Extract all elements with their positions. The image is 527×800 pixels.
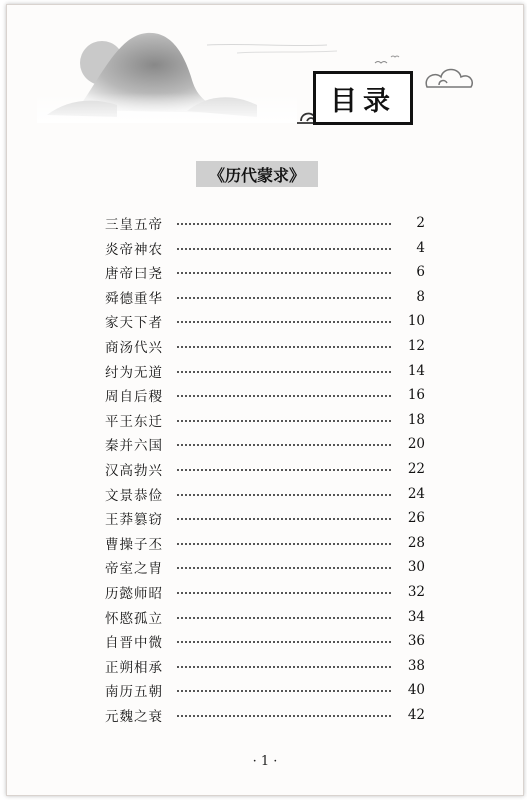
toc-entry[interactable] xyxy=(105,409,425,431)
cloud-ornament-icon xyxy=(426,70,472,88)
toc-entry-title: 家天下者 xyxy=(105,315,163,332)
dot-leader xyxy=(177,469,391,471)
dot-leader xyxy=(177,592,391,594)
dot-leader xyxy=(177,395,391,397)
toc-entry-page: 20 xyxy=(407,436,425,453)
dot-leader xyxy=(177,444,391,446)
toc-entry[interactable] xyxy=(105,655,425,677)
toc-entry-title: 纣为无道 xyxy=(105,364,163,381)
toc-entry-title: 文景恭俭 xyxy=(105,487,163,504)
toc-entry[interactable] xyxy=(105,433,425,455)
dot-leader xyxy=(177,617,391,619)
toc-entry[interactable] xyxy=(105,458,425,480)
page-title: 目录 xyxy=(313,71,413,125)
toc-entry[interactable] xyxy=(105,483,425,505)
toc-entry-title: 历懿师昭 xyxy=(105,586,163,602)
dot-leader xyxy=(177,567,391,569)
toc-entry-title: 怀愍孤立 xyxy=(105,610,163,627)
toc-entry-page: 18 xyxy=(407,411,425,428)
toc-entry[interactable] xyxy=(105,581,425,603)
toc-entry-page: 38 xyxy=(407,657,425,674)
toc-entry[interactable] xyxy=(105,556,425,578)
dot-leader xyxy=(177,321,391,323)
toc-entry[interactable] xyxy=(105,335,425,357)
toc-entry[interactable] xyxy=(105,384,425,406)
toc-entry-page: 24 xyxy=(407,485,425,502)
bird-icon xyxy=(375,62,387,64)
toc-entry[interactable] xyxy=(105,704,425,726)
toc-entry-page: 16 xyxy=(407,387,425,404)
dot-leader xyxy=(177,272,391,274)
dot-leader xyxy=(177,543,391,545)
toc-entry-page: 32 xyxy=(407,584,425,600)
toc-entry-page: 2 xyxy=(416,215,425,231)
toc-entry-title: 秦并六国 xyxy=(105,438,163,455)
dot-leader xyxy=(177,371,391,373)
dot-leader xyxy=(177,690,391,692)
toc-entry-page: 36 xyxy=(407,633,425,650)
toc-entry-title: 元魏之衰 xyxy=(105,709,163,725)
toc-entry-page: 42 xyxy=(407,707,425,723)
dot-leader xyxy=(177,297,391,299)
section-title: 《历代蒙求》 xyxy=(196,161,318,187)
toc-entry-title: 自晋中微 xyxy=(105,635,163,652)
toc-entry-page: 26 xyxy=(407,510,425,527)
dot-leader xyxy=(177,223,391,225)
toc-entry-page: 6 xyxy=(416,264,425,281)
dot-leader xyxy=(177,248,391,250)
toc-entry-title: 帝室之胄 xyxy=(105,561,163,578)
toc-entry[interactable] xyxy=(105,310,425,332)
toc-entry-title: 平王东迁 xyxy=(105,413,163,430)
book-page xyxy=(6,4,524,796)
dot-leader xyxy=(177,518,391,520)
toc-entry[interactable] xyxy=(105,237,425,259)
dot-leader xyxy=(177,715,391,717)
toc-entry-page: 28 xyxy=(407,534,425,551)
toc-entry-page: 8 xyxy=(416,288,425,305)
dot-leader xyxy=(177,666,391,668)
toc-entry-page: 30 xyxy=(407,559,425,576)
toc-entry-title: 炎帝神农 xyxy=(105,241,163,258)
toc-entry[interactable] xyxy=(105,606,425,628)
page-number: · 1 · xyxy=(252,754,278,769)
toc-entry-page: 40 xyxy=(407,682,425,699)
toc-entry[interactable] xyxy=(105,261,425,283)
toc-entry-title: 商汤代兴 xyxy=(105,340,163,356)
toc-entry-title: 舜德重华 xyxy=(105,290,163,307)
toc-entry[interactable] xyxy=(105,679,425,701)
mountain-illustration xyxy=(7,5,523,145)
toc-entry-page: 14 xyxy=(407,362,425,379)
toc-entry-title: 正朔相承 xyxy=(105,659,163,676)
toc-entry-title: 王莽篡窃 xyxy=(105,512,163,529)
toc-entry[interactable] xyxy=(105,630,425,652)
toc-entry[interactable] xyxy=(105,286,425,308)
dot-leader xyxy=(177,420,391,422)
toc-entry-page: 4 xyxy=(416,239,425,256)
toc-entry-title: 曹操子丕 xyxy=(105,536,163,553)
toc-entry-title: 三皇五帝 xyxy=(105,217,163,233)
toc-entry-title: 南历五朝 xyxy=(105,684,163,701)
toc-entry-title: 汉高勃兴 xyxy=(105,463,163,479)
toc-entry[interactable] xyxy=(105,507,425,529)
toc-entry-page: 12 xyxy=(407,338,425,354)
toc-entry[interactable] xyxy=(105,532,425,554)
toc-entry-page: 22 xyxy=(407,461,425,477)
dot-leader xyxy=(177,641,391,643)
dot-leader xyxy=(177,494,391,496)
bird-icon xyxy=(391,56,399,57)
toc-entry[interactable] xyxy=(105,212,425,234)
toc-entry-page: 34 xyxy=(407,608,425,625)
toc-entry-page: 10 xyxy=(407,313,425,330)
toc-entry-title: 周自后稷 xyxy=(105,389,163,406)
dot-leader xyxy=(177,346,391,348)
toc-entry[interactable] xyxy=(105,360,425,382)
toc-entry-title: 唐帝曰尧 xyxy=(105,266,163,283)
